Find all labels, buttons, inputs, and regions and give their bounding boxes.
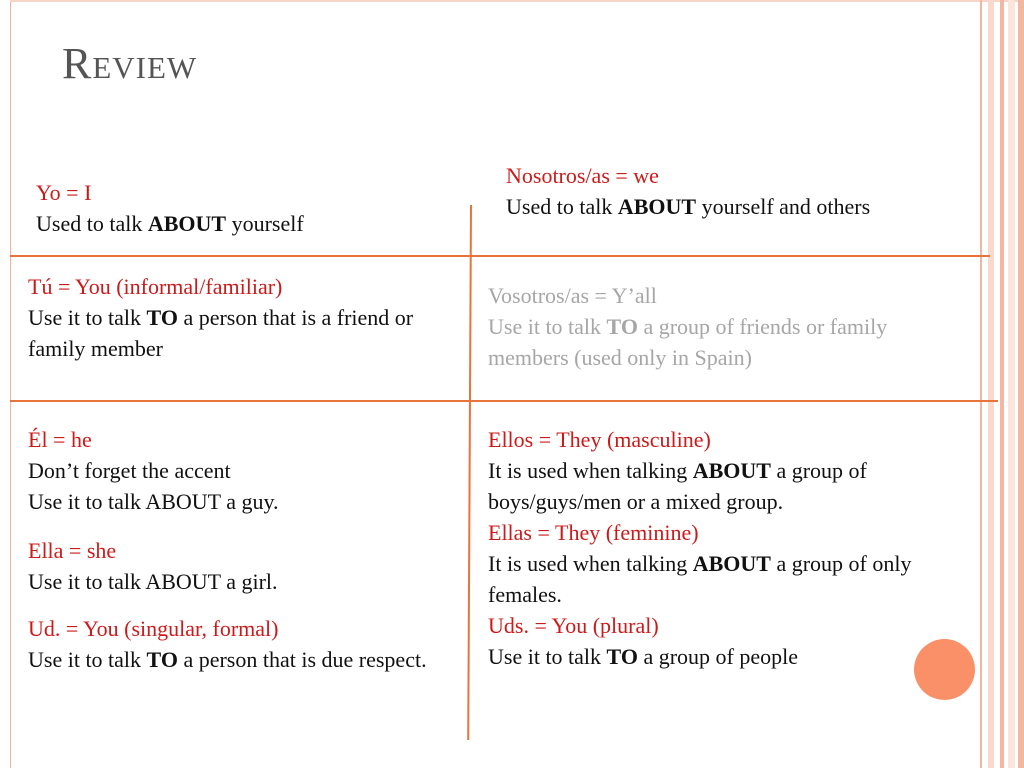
text-span: yourself and others — [696, 194, 871, 219]
ellas-description — [488, 548, 978, 610]
cell-ella — [28, 535, 468, 597]
nosotros-description — [506, 191, 936, 222]
grid-divider-horizontal — [10, 400, 998, 402]
text-span: Use it to talk — [28, 305, 147, 330]
slide-top-border — [10, 0, 1024, 2]
text-span: yourself — [226, 211, 304, 236]
ellas-heading: Ellas = They (feminine) — [488, 520, 699, 545]
uds-description — [488, 641, 978, 672]
decorative-stripe — [988, 0, 994, 768]
vosotros-heading: Vosotros/as = Y’all — [488, 283, 657, 308]
text-span: Use it to talk — [28, 647, 147, 672]
bold-span: TO — [606, 314, 638, 339]
ella-heading: Ella = she — [28, 538, 117, 563]
text-span: It is used when talking — [488, 551, 693, 576]
decorative-stripe — [980, 0, 982, 768]
text-span: It is used when talking — [488, 458, 693, 483]
cell-el — [28, 424, 468, 517]
text-span: a group of friends or family members (used only in Spain) — [488, 314, 888, 370]
ud-heading: Ud. = You (singular, formal) — [28, 616, 279, 641]
ud-description — [28, 644, 473, 675]
ellos-description — [488, 455, 978, 517]
text-span: a group of boys/guys/men or a mixed group. — [488, 458, 867, 514]
bold-span: TO — [606, 644, 638, 669]
text-span: a person that is a friend or family member — [28, 305, 414, 361]
bold-span: ABOUT — [617, 194, 697, 219]
ella-description: Use it to talk ABOUT a girl. — [28, 569, 278, 594]
ellos-heading: Ellos = They (masculine) — [488, 427, 711, 452]
text-span: a person that is due respect. — [177, 647, 427, 672]
tu-heading: Tú = You (informal/familiar) — [28, 274, 283, 299]
yo-heading: Yo = I — [36, 180, 92, 205]
bold-span: ABOUT — [147, 211, 227, 236]
decorative-stripe — [1018, 0, 1024, 768]
decorative-stripe — [1000, 0, 1004, 768]
bold-span: TO — [146, 647, 178, 672]
text-span: Use it to talk — [488, 314, 607, 339]
text-span: a group of only females. — [488, 551, 912, 607]
text-span: a group of people — [637, 644, 798, 669]
cell-tu — [28, 271, 468, 364]
el-description: Use it to talk ABOUT a guy. — [28, 489, 279, 514]
el-note: Don’t forget the accent — [28, 458, 231, 483]
bold-span: ABOUT — [692, 458, 771, 483]
bold-span: ABOUT — [692, 551, 771, 576]
cell-yo — [36, 177, 456, 239]
cell-vosotros — [488, 280, 958, 373]
nosotros-heading: Nosotros/as = we — [506, 163, 659, 188]
text-span: Used to talk — [36, 211, 148, 236]
el-heading: Él = he — [28, 427, 92, 452]
cell-ud — [28, 613, 473, 675]
slide-title: Review — [62, 39, 198, 88]
bold-span: TO — [146, 305, 178, 330]
cell-nosotros — [506, 160, 936, 222]
uds-heading: Uds. = You (plural) — [488, 613, 659, 638]
vosotros-description — [488, 311, 958, 373]
text-span: Use it to talk — [488, 644, 607, 669]
grid-divider-horizontal — [10, 255, 990, 257]
yo-description — [36, 208, 456, 239]
cell-ellos-ellas-uds — [488, 424, 978, 672]
tu-description — [28, 302, 468, 364]
slide-left-border — [10, 0, 11, 768]
text-span: Used to talk — [506, 194, 618, 219]
decorative-stripe — [1008, 0, 1015, 768]
